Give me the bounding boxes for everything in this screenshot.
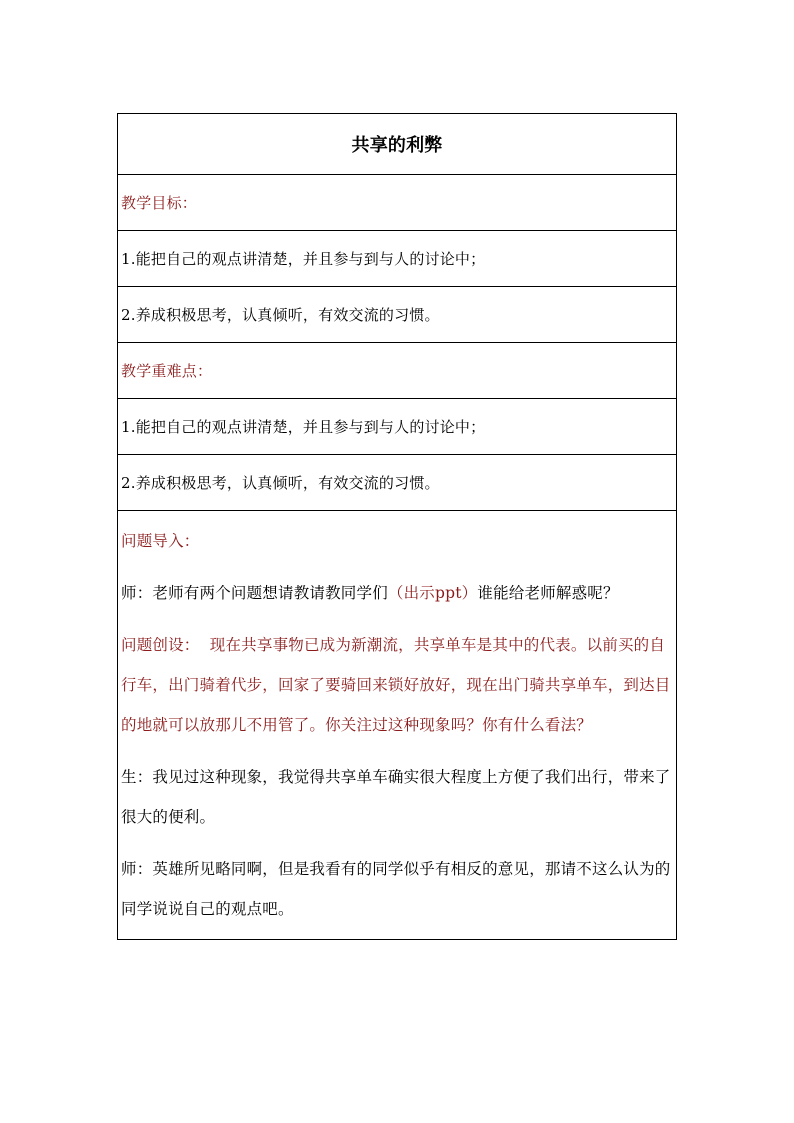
document-title: 共享的利弊 [351, 135, 443, 156]
scenario-paragraph [121, 625, 673, 745]
ppt-note: （出示ppt） [387, 584, 478, 602]
lesson-content [118, 510, 676, 939]
intro-heading: 问题导入： [121, 532, 200, 550]
objectives-heading: 教学目标： [118, 174, 676, 230]
scenario-text: 现在共享事物已成为新潮流，共享单车是其中的代表。以前买的自行车，出门骑着代步，回家了要骑回来锁好放好，现在出门骑共享单车，到达目的地就可以放那儿不用管了。你关注过这种现象吗？你有什么看法？ [121, 636, 671, 734]
key-points-heading: 教学重难点： [118, 342, 676, 398]
teacher-question-1 [121, 573, 673, 613]
lesson-plan-table [117, 113, 677, 940]
teacher-question-1-start: 师：老师有两个问题想请教请教同学们 [121, 584, 388, 602]
objective-item-1: 1.能把自己的观点讲清楚，并且参与到与人的讨论中； [118, 230, 676, 286]
scenario-label: 问题创设： [121, 636, 200, 654]
teacher-question-1-end: 谁能给老师解惑呢？ [477, 584, 619, 602]
key-point-item-1: 1.能把自己的观点讲清楚，并且参与到与人的讨论中； [118, 398, 676, 454]
teacher-response-2: 师：英雄所见略同啊，但是我看有的同学似乎有相反的意见，那请不这么认为的同学说说自己的观点吧。 [121, 860, 671, 918]
objective-item-2: 2.养成积极思考，认真倾听，有效交流的习惯。 [118, 286, 676, 342]
key-point-item-2: 2.养成积极思考，认真倾听，有效交流的习惯。 [118, 454, 676, 510]
student-answer-1: 生：我见过这种现象，我觉得共享单车确实很大程度上方便了我们出行，带来了很大的便利。 [121, 768, 671, 826]
